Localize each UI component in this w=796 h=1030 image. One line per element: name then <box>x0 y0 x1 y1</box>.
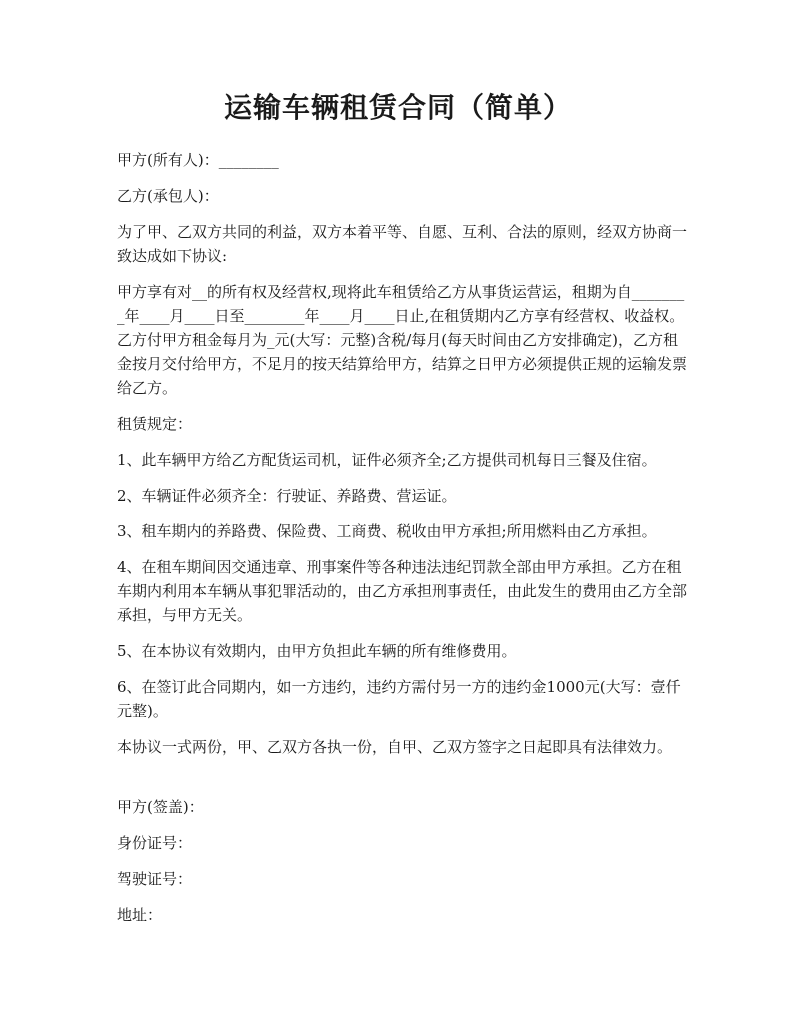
clause-6: 6、在签订此合同期内，如一方违约，违约方需付另一方的违约金1000元(大写：壹仟元整)。 <box>117 678 681 720</box>
party-a-signature-line: 甲方(签盖)： <box>117 798 204 816</box>
clause-1: 1、此车辆甲方给乙方配货运司机，证件必须齐全;乙方提供司机每日三餐及住宿。 <box>117 451 657 469</box>
preamble-paragraph: 为了甲、乙双方共同的利益，双方本着平等、自愿、互利、合法的原则，经双方协商一致达成如下协议: <box>117 223 688 265</box>
party-a-owner-line: 甲方(所有人)：________ <box>117 151 279 169</box>
address-line: 地址： <box>117 906 163 924</box>
driver-license-line: 驾驶证号： <box>117 870 193 888</box>
lease-terms-paragraph: 甲方享有对__的所有权及经营权,现将此车租赁给乙方从事货运营运，租期为自________年____月____日至________年____月____日止,在租赁期内乙方享有经营权、收益权。乙方付甲方租金每月为_元(大写：元整)含税/每月(每天时间由乙方安排确定)，乙方租金按月交付给甲方，不足月的按天结算给甲方，结算之日甲方必须提供正规的运输发票给乙方。 <box>117 283 688 397</box>
clause-5: 5、在本协议有效期内，由甲方负担此车辆的所有维修费用。 <box>117 642 517 660</box>
document-title: 运输车辆租赁合同（简单） <box>223 91 572 124</box>
id-number-line: 身份证号： <box>117 834 193 852</box>
clause-4: 4、在租车期间因交通违章、刑事案件等各种违法违纪罚款全部由甲方承担。乙方在租车期内利用本车辆从事犯罪活动的，由乙方承担刑事责任，由此发生的费用由乙方全部承担，与甲方无关。 <box>117 558 688 624</box>
clause-2: 2、车辆证件必须齐全：行驶证、养路费、营运证。 <box>117 487 457 505</box>
clause-3: 3、租车期内的养路费、保险费、工商费、税收由甲方承担;所用燃料由乙方承担。 <box>117 522 657 540</box>
lease-rules-heading: 租赁规定： <box>117 415 193 433</box>
validity-paragraph: 本协议一式两份，甲、乙双方各执一份，自甲、乙双方签字之日起即具有法律效力。 <box>117 738 673 756</box>
party-b-contractor-line: 乙方(承包人)： <box>117 187 219 205</box>
